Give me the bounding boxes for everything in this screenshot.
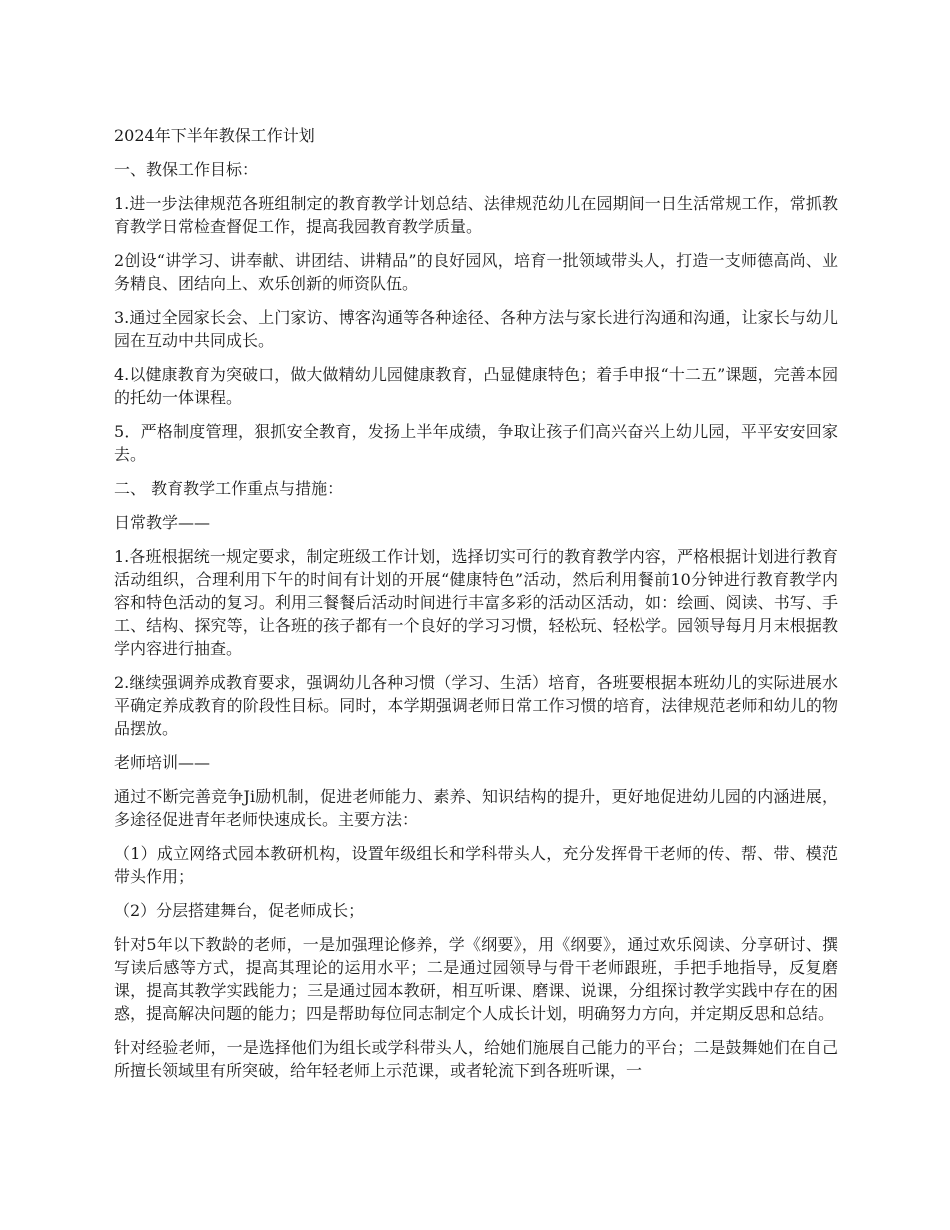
- document-title: 2024年下半年教保工作计划: [114, 126, 315, 145]
- subheading-teacher-training: 老师培训——: [114, 753, 211, 772]
- goal-item-5: 5．严格制度管理，狠抓安全教育，发扬上半年成绩，争取让孩子们高兴奋兴上幼儿园，平平安安回家去。: [114, 422, 838, 464]
- training-junior-teachers: 针对5年以下教龄的老师，一是加强理论修养，学《纲要》，用《纲要》，通过欢乐阅读、分享研讨、撰写读后感等方式，提高其理论的运用水平；二是通过园领导与骨干老师跟班，手把手地指导，反复磨课，提高其教学实践能力；三是通过园本教研，相互听课、磨课、说课，分组探讨教学实践中存在的困惑，提高解决问题的能力；四是帮助每位同志制定个人成长计划，明确努力方向，并定期反思和总结。: [114, 935, 838, 1023]
- section-heading-goals: 一、教保工作目标：: [114, 160, 259, 179]
- training-method-1: （1）成立网络式园本教研机构，设置年级组长和学科带头人，充分发挥骨干老师的传、帮、带、模范带头作用；: [114, 844, 838, 886]
- training-experienced-teachers: 针对经验老师，一是选择他们为组长或学科带头人，给她们施展自己能力的平台；二是鼓舞她们在自己所擅长领域里有所突破，给年轻老师上示范课，或者轮流下到各班听课，一: [114, 1038, 838, 1080]
- subheading-daily-teaching: 日常教学——: [114, 513, 211, 532]
- training-intro: 通过不断完善竞争Ji励机制，促进老师能力、素养、知识结构的提升，更好地促进幼儿园的内涵进展，多途径促进青年老师快速成长。主要方法：: [114, 787, 838, 829]
- section-heading-measures: 二、 教育教学工作重点与措施：: [114, 479, 344, 498]
- document-body: [114, 124, 838, 1093]
- goal-item-2: 2创设“讲学习、讲奉献、讲团结、讲精品”的良好园风，培育一批领域带头人，打造一支师德高尚、业务精良、团结向上、欢乐创新的师资队伍。: [114, 251, 838, 293]
- daily-teaching-item-1: 1.各班根据统一规定要求，制定班级工作计划，选择切实可行的教育教学内容，严格根据计划进行教育活动组织，合理利用下午的时间有计划的开展“健康特色”活动，然后利用餐前10分钟进行教育教学内容和特色活动的复习。利用三餐餐后活动时间进行丰富多彩的活动区活动，如：绘画、阅读、书写、手工、结构、探究等，让各班的孩子都有一个良好的学习习惯，轻松玩、轻松学。园领导每月月末根据教学内容进行抽查。: [114, 547, 838, 658]
- training-method-2: （2）分层搭建舞台，促老师成长；: [114, 901, 365, 920]
- goal-item-1: 1.进一步法律规范各班组制定的教育教学计划总结、法律规范幼儿在园期间一日生活常规工作，常抓教育教学日常检查督促工作，提高我园教育教学质量。: [114, 194, 838, 236]
- goal-item-3: 3.通过全园家长会、上门家访、博客沟通等各种途径、各种方法与家长进行沟通和沟通，让家长与幼儿园在互动中共同成长。: [114, 308, 838, 350]
- goal-item-4: 4.以健康教育为突破口，做大做精幼儿园健康教育，凸显健康特色；着手申报“十二五”课题，完善本园的托幼一体课程。: [114, 365, 838, 407]
- daily-teaching-item-2: 2.继续强调养成教育要求，强调幼儿各种习惯（学习、生活）培育，各班要根据本班幼儿的实际进展水平确定养成教育的阶段性目标。同时，本学期强调老师日常工作习惯的培育，法律规范老师和幼儿的物品摆放。: [114, 673, 838, 738]
